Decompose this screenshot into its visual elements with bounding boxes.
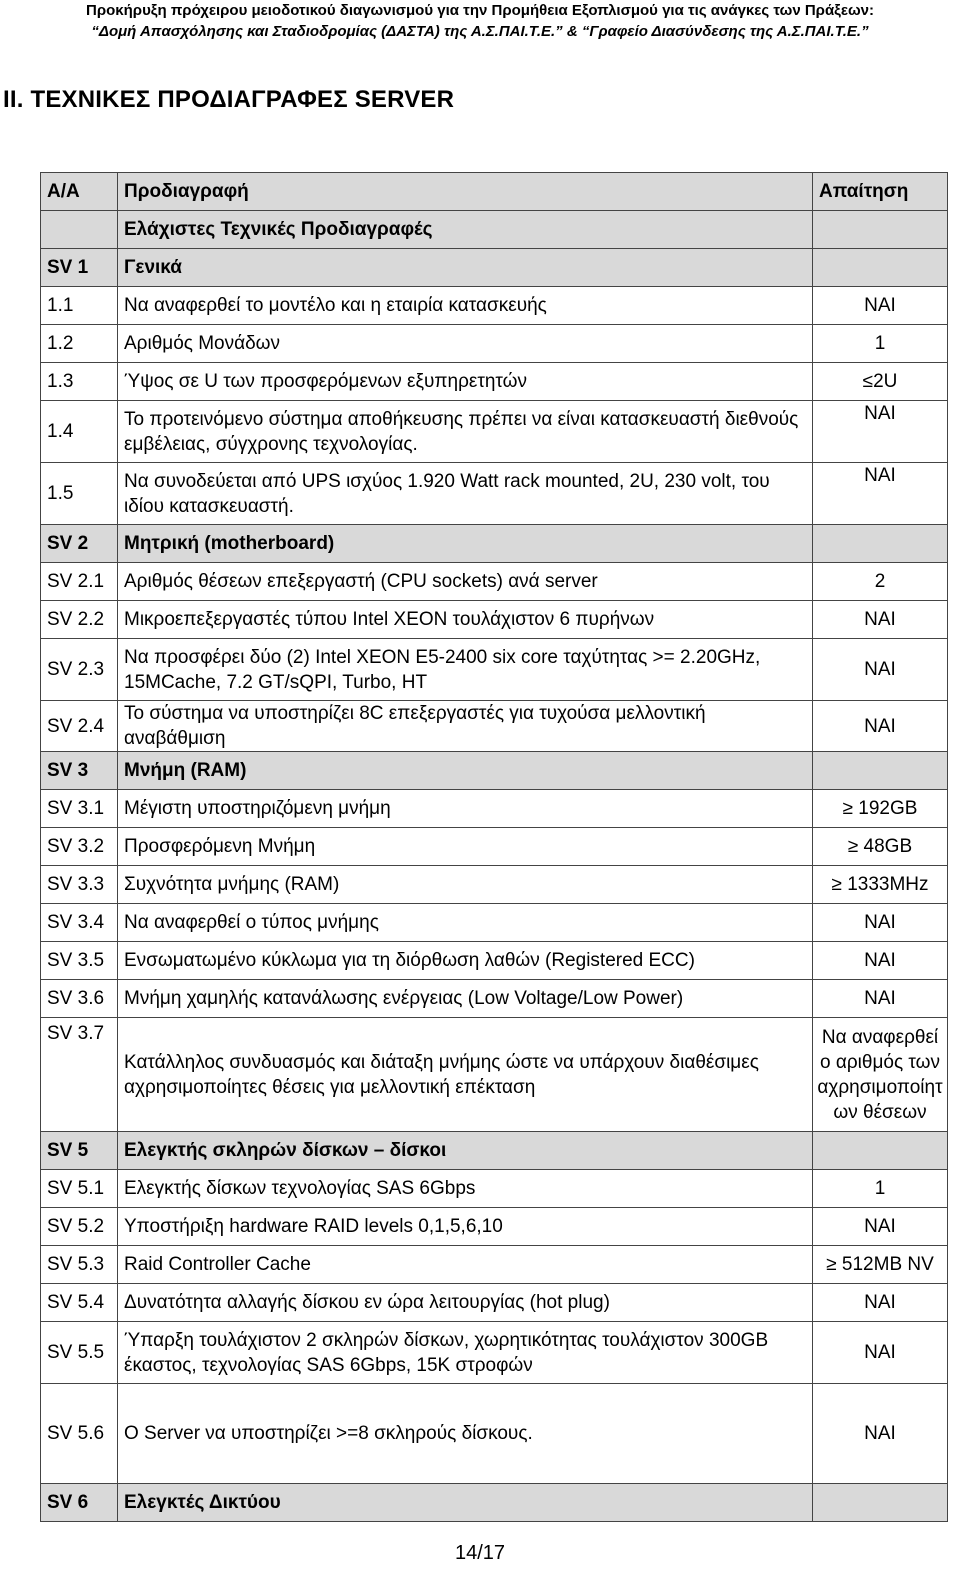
row-id: SV 3.6 [41,980,118,1018]
row-req: ΝΑΙ [813,980,948,1018]
row-spec: Κατάλληλος συνδυασμός και διάταξη μνήμης ώστε να υπάρχουν διαθέσιμες αχρησιμοποίητες θέσεις για μελλοντική επέκταση [118,1018,813,1132]
row-req: ΝΑΙ [813,401,948,463]
row-req: ΝΑΙ [813,287,948,325]
row-id: SV 5.1 [41,1170,118,1208]
row-req: ≥ 512MB NV [813,1246,948,1284]
row-spec: Ύψος σε U των προσφερόμενων εξυπηρετητών [118,363,813,401]
group-row [41,525,948,563]
row-spec: Υποστήριξη hardware RAID levels 0,1,5,6,10 [118,1208,813,1246]
row-id: 1.3 [41,363,118,401]
group-row [41,752,948,790]
table-row [41,363,948,401]
row-id: SV 2.4 [41,701,118,752]
group-row [41,1484,948,1522]
row-spec: Να προσφέρει δύο (2) Intel XEON E5-2400 six core ταχύτητας >= 2.20GHz, 15MCache, 7.2 GT/sQPI, Turbo, HT [118,639,813,701]
row-spec: Να αναφερθεί ο τύπος μνήμης [118,904,813,942]
table-row [41,1384,948,1484]
group-title: Μνήμη (RAM) [118,752,813,790]
row-spec: Το σύστημα να υποστηρίζει 8C επεξεργαστές για τυχούσα μελλοντική αναβάθμιση [118,701,813,752]
subheader-label: Ελάχιστες Τεχνικές Προδιαγραφές [118,211,813,249]
row-id: SV 5.2 [41,1208,118,1246]
row-spec: Το προτεινόμενο σύστημα αποθήκευσης πρέπει να είναι κατασκευαστή διεθνούς εμβέλειας, σύγχρονης τεχνολογίας. [118,401,813,463]
row-spec: Συχνότητα μνήμης (RAM) [118,866,813,904]
row-spec: Δυνατότητα αλλαγής δίσκου εν ώρα λειτουργίας (hot plug) [118,1284,813,1322]
row-spec: Ελεγκτής δίσκων τεχνολογίας SAS 6Gbps [118,1170,813,1208]
section-title: ΙΙ. ΤΕΧΝΙΚΕΣ ΠΡΟΔΙΑΓΡΑΦΕΣ SERVER [3,86,455,113]
table-row [41,1208,948,1246]
row-spec: Raid Controller Cache [118,1246,813,1284]
row-spec: Μέγιστη υποστηριζόμενη μνήμη [118,790,813,828]
row-id: 1.1 [41,287,118,325]
group-id: SV 6 [41,1484,118,1522]
row-id: SV 2.2 [41,601,118,639]
row-spec: Αριθμός Μονάδων [118,325,813,363]
table-row [41,790,948,828]
row-spec: Να αναφερθεί το μοντέλο και η εταιρία κατασκευής [118,287,813,325]
page-number: 14/17 [454,1542,506,1564]
table-row [41,601,948,639]
row-id: SV 5.6 [41,1384,118,1484]
row-spec: Να συνοδεύεται από UPS ισχύος 1.920 Watt rack mounted, 2U, 230 volt, του ιδίου κατασκευαστή. [118,463,813,525]
group-id: SV 5 [41,1132,118,1170]
table-row [41,1284,948,1322]
row-id: SV 5.4 [41,1284,118,1322]
row-id: SV 5.3 [41,1246,118,1284]
row-id: SV 5.5 [41,1322,118,1384]
group-row [41,1132,948,1170]
row-spec: Ύπαρξη τουλάχιστον 2 σκληρών δίσκων, χωρητικότητας τουλάχιστον 300GB έκαστος, τεχνολογίας SAS 6Gbps, 15K στροφών [118,1322,813,1384]
row-id: SV 3.3 [41,866,118,904]
header-line-1: Προκήρυξη πρόχειρου μειοδοτικού διαγωνισμού για την Προμήθεια Εξοπλισμού για τις ανάγκες των Πράξεων: [86,2,874,19]
row-req: ΝΑΙ [813,639,948,701]
row-req: ΝΑΙ [813,1208,948,1246]
row-spec: Μικροεπεξεργαστές τύπου Intel XEON τουλάχιστον 6 πυρήνων [118,601,813,639]
row-req: ΝΑΙ [813,463,948,525]
row-spec: Αριθμός θέσεων επεξεργαστή (CPU sockets) ανά server [118,563,813,601]
document-header [0,0,960,42]
row-spec: Προσφερόμενη Μνήμη [118,828,813,866]
row-req: 2 [813,563,948,601]
row-id: SV 2.1 [41,563,118,601]
table-row [41,1170,948,1208]
table-row [41,866,948,904]
header-spec: Προδιαγραφή [118,173,813,211]
group-row [41,249,948,287]
row-req: ≤2U [813,363,948,401]
header-aa: Α/Α [41,173,118,211]
row-req: ΝΑΙ [813,942,948,980]
table-row [41,287,948,325]
row-id: SV 2.3 [41,639,118,701]
row-req: ΝΑΙ [813,1384,948,1484]
row-req: ΝΑΙ [813,701,948,752]
group-id: SV 1 [41,249,118,287]
table-row [41,904,948,942]
header-req: Απαίτηση [813,173,948,211]
table-header-row [41,173,948,211]
group-id: SV 3 [41,752,118,790]
table-row [41,325,948,363]
row-spec: Ο Server να υποστηρίζει >=8 σκληρούς δίσκους. [118,1384,813,1484]
table-row [41,463,948,525]
row-id: 1.2 [41,325,118,363]
row-req: ΝΑΙ [813,1284,948,1322]
row-req: ΝΑΙ [813,1322,948,1384]
row-spec: Ενσωματωμένο κύκλωμα για τη διόρθωση λαθών (Registered ECC) [118,942,813,980]
row-req: 1 [813,325,948,363]
row-id: SV 3.5 [41,942,118,980]
group-title: Μητρική (motherboard) [118,525,813,563]
header-line-2: “Δομή Απασχόλησης και Σταδιοδρομίας (ΔΑΣΤΑ) της Α.Σ.ΠΑΙ.Τ.Ε.” & “Γραφείο Διασύνδεσης της Α.Σ.ΠΑΙ.Τ.Ε.” [91,23,869,40]
group-id: SV 2 [41,525,118,563]
table-row [41,942,948,980]
table-row [41,401,948,463]
group-title: Γενικά [118,249,813,287]
row-id: SV 3.2 [41,828,118,866]
row-req: ≥ 1333MHz [813,866,948,904]
table-row [41,639,948,701]
table-row [41,1322,948,1384]
table-row [41,563,948,601]
row-req: ΝΑΙ [813,904,948,942]
table-row [41,1246,948,1284]
table-row [41,980,948,1018]
table-row [41,828,948,866]
row-req: ≥ 48GB [813,828,948,866]
row-req: 1 [813,1170,948,1208]
row-spec: Μνήμη χαμηλής κατανάλωσης ενέργειας (Low Voltage/Low Power) [118,980,813,1018]
row-id: SV 3.4 [41,904,118,942]
subheader-row [41,211,948,249]
server-spec-table [40,172,948,1522]
row-id: 1.5 [41,463,118,525]
row-id: SV 3.1 [41,790,118,828]
group-title: Ελεγκτής σκληρών δίσκων – δίσκοι [118,1132,813,1170]
row-req: ΝΑΙ [813,601,948,639]
row-id: SV 3.7 [41,1018,118,1132]
table-row [41,701,948,752]
row-req: Να αναφερθεί ο αριθμός των αχρησιμοποίητ ων θέσεων [813,1018,948,1132]
table-row [41,1018,948,1132]
row-id: 1.4 [41,401,118,463]
row-req: ≥ 192GB [813,790,948,828]
group-title: Ελεγκτές Δικτύου [118,1484,813,1522]
